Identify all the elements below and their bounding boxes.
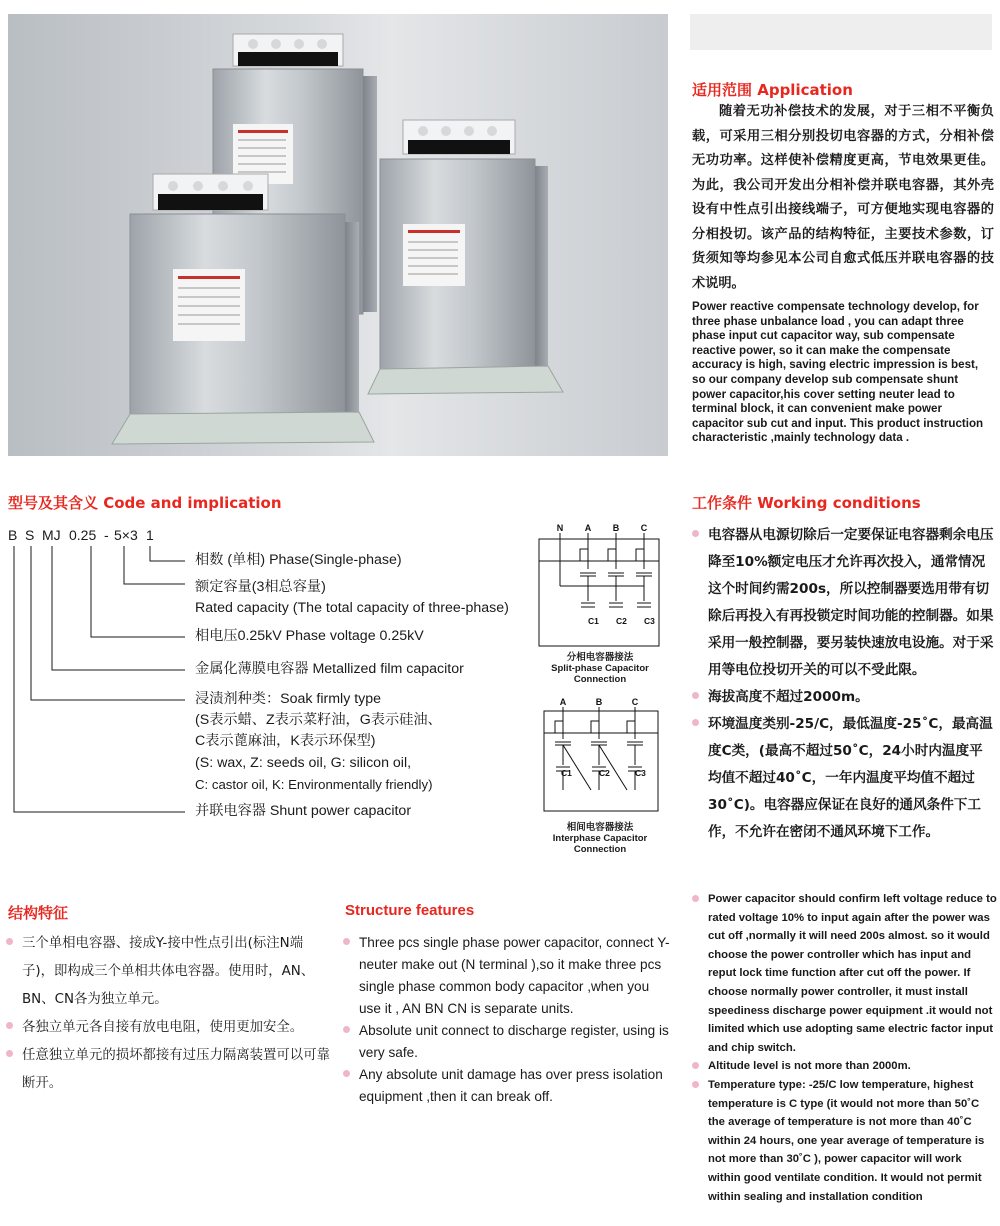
structure-en-heading: Structure features	[345, 902, 475, 919]
code-label-capacity-en: Rated capacity (The total capacity of three-phase)	[195, 600, 509, 616]
inter-caption-en2: Connection	[573, 844, 627, 855]
inter-terminal-b: B	[595, 697, 603, 707]
working-cn-item-3: 环境温度类别-25/C，最低温度-25˚C，最高温度C类，(最高不超过50˚C，24小时内温度平均值不超过40˚C，一年内温度平均值不超过30˚C)。电容器应保证在良好的通风条件下工作，不允许在密闭不通风环境下工作。	[692, 711, 996, 846]
inter-cap-c3: C3	[635, 768, 646, 778]
capacitor-front	[112, 174, 374, 444]
inter-caption-en1: Interphase Capacitor	[552, 833, 648, 844]
code-dash: -	[104, 527, 109, 543]
working-en-list	[692, 890, 997, 1206]
split-caption-en1: Split-phase Capacitor	[551, 663, 649, 674]
split-phase-diagram	[536, 521, 662, 649]
split-cap-c1: C1	[588, 616, 599, 626]
structure-cn-item-2: 各独立单元各自接有放电电阻，使用更加安全。	[6, 1014, 334, 1042]
split-caption-en2: Connection	[573, 674, 627, 685]
capacitor-right	[368, 120, 563, 394]
top-strip	[0, 0, 1000, 6]
inter-caption-cn: 相间电容器接法	[566, 822, 634, 833]
inter-terminal-c: C	[631, 697, 639, 707]
inter-terminal-a: A	[559, 697, 567, 707]
working-en-item-3: Temperature type: -25/C low temperature, highest temperature is C type (it would not more than 50˚C the average of temperature is not more than 40˚C within 24 hours, one year average of temperature is not more than 30˚C ), power capacitor will work within good ventilate condition. It would not permit within sealing and installation condition	[692, 1076, 997, 1206]
code-label-soak-title: 浸渍剂种类：Soak firmly type	[195, 691, 382, 707]
code-label-shunt: 并联电容器 Shunt power capacitor	[195, 803, 412, 819]
structure-en-item-1: Three pcs single phase power capacitor, connect Y-neuter make out (N terminal ),so it make three pcs single phase common body capacitor ,when you use it , AN BN CN is separate units.	[343, 932, 673, 1020]
working-cn-item-2: 海拔高度不超过2000m。	[692, 684, 996, 711]
working-en-item-1: Power capacitor should confirm left voltage reduce to rated voltage 10% to input again after the power was cut off ,normally it will need 200s almost. so it would choose the power controller which has input and reput lock time function after cut off the power. If choose normally power controller, it must install speediness discharge power equipment .it would not limited which use adopting same electric factor input and chip switch.	[692, 890, 997, 1057]
application-en-text: Power reactive compensate technology develop, for three phase unbalance load , you can adapt three phase input cut capacitor way, sub compensate reactive power, so it can make the compensate accuracy is high, saving electric impression is best, so our company develop sub compensate shunt power capacitor,his cover setting neuter lead to terminal block, it can convenient make power capacitor sub cut and input. This product instruction characteristic ,mainly technology data .	[692, 300, 984, 445]
code-letter-mj: MJ	[42, 527, 61, 543]
split-terminal-b: B	[612, 523, 620, 533]
structure-cn-heading: 结构特征	[8, 904, 69, 922]
code-label-soak-cn2: C表示蓖麻油，K表示环保型)	[195, 733, 376, 749]
code-letter-b: B	[8, 527, 18, 543]
code-voltage: 0.25	[69, 527, 97, 543]
split-phase-caption	[530, 652, 670, 685]
inter-cap-c2: C2	[599, 768, 610, 778]
working-heading: 工作条件 Working conditions	[692, 494, 921, 512]
code-label-capacity-cn: 额定容量(3相总容量)	[195, 579, 326, 595]
code-label-soak-en1: (S: wax, Z: seeds oil, G: silicon oil,	[195, 755, 412, 771]
structure-cn-item-3: 任意独立单元的损坏都接有过压力隔离装置可以可靠断开。	[6, 1042, 334, 1098]
working-cn-list	[692, 522, 996, 846]
structure-en-item-3: Any absolute unit damage has over press isolation equipment ,then it can break off.	[343, 1064, 673, 1108]
code-label-voltage: 相电压0.25kV Phase voltage 0.25kV	[195, 628, 424, 644]
application-cn-text: 随着无功补偿技术的发展，对于三相不平衡负载，可采用三相分别投切电容器的方式，分相补偿无功功率。这样使补偿精度更高，节电效果更佳。为此，我公司开发出分相补偿并联电容器，其外壳设有中性点引出接线端子，可方便地实现电容器的分相投切。该产品的结构特征，主要技术参数，订货须知等均参见本公司自愈式低压并联电容器的技术说明。	[692, 104, 994, 291]
split-cap-c3: C3	[644, 616, 655, 626]
application-heading: 适用范围 Application	[692, 81, 853, 99]
split-terminal-a: A	[584, 523, 592, 533]
code-label-film: 金属化薄膜电容器 Metallized film capacitor	[195, 661, 464, 677]
split-terminal-c: C	[640, 523, 648, 533]
working-cn-item-1: 电容器从电源切除后一定要保证电容器剩余电压降至10%额定电压才允许再次投入，通常情况这个时间约需200s，所以控制器要选用带有切除后再投入有再投锁定时间功能的控制器。如果采用一般控制器，要另装快速放电设施。对于采用等电位投切开关的可以不受此限。	[692, 522, 996, 684]
code-phase: 1	[146, 527, 154, 543]
working-en-item-2: Altitude level is not more than 2000m.	[692, 1057, 997, 1076]
code-bracket-lines	[0, 540, 200, 822]
structure-en-item-2: Absolute unit connect to discharge register, using is very safe.	[343, 1020, 673, 1064]
code-label-phase: 相数 (单相) Phase(Single-phase)	[195, 552, 402, 568]
structure-cn-list	[6, 930, 334, 1098]
code-label-soak-en2: C: castor oil, K: Environmentally friendly)	[195, 777, 433, 792]
split-cap-c2: C2	[616, 616, 627, 626]
split-terminal-n: N	[556, 523, 564, 533]
product-photo	[8, 14, 668, 456]
code-capacity: 5×3	[114, 527, 138, 543]
split-caption-cn: 分相电容器接法	[566, 652, 634, 663]
structure-en-list	[343, 932, 673, 1108]
code-label-soak-cn1: (S表示蜡、Z表示菜籽油，G表示硅油、	[195, 712, 442, 728]
header-gray-box	[690, 14, 992, 50]
code-heading: 型号及其含义 Code and implication	[8, 494, 282, 512]
inter-cap-c1: C1	[561, 768, 572, 778]
structure-cn-item-1: 三个单相电容器、接成Y-接中性点引出(标注N端子)，即构成三个单相共体电容器。使用时，AN、BN、CN各为独立单元。	[6, 930, 334, 1014]
interphase-caption	[530, 822, 670, 855]
interphase-diagram	[541, 695, 661, 813]
code-letter-s: S	[25, 527, 35, 543]
